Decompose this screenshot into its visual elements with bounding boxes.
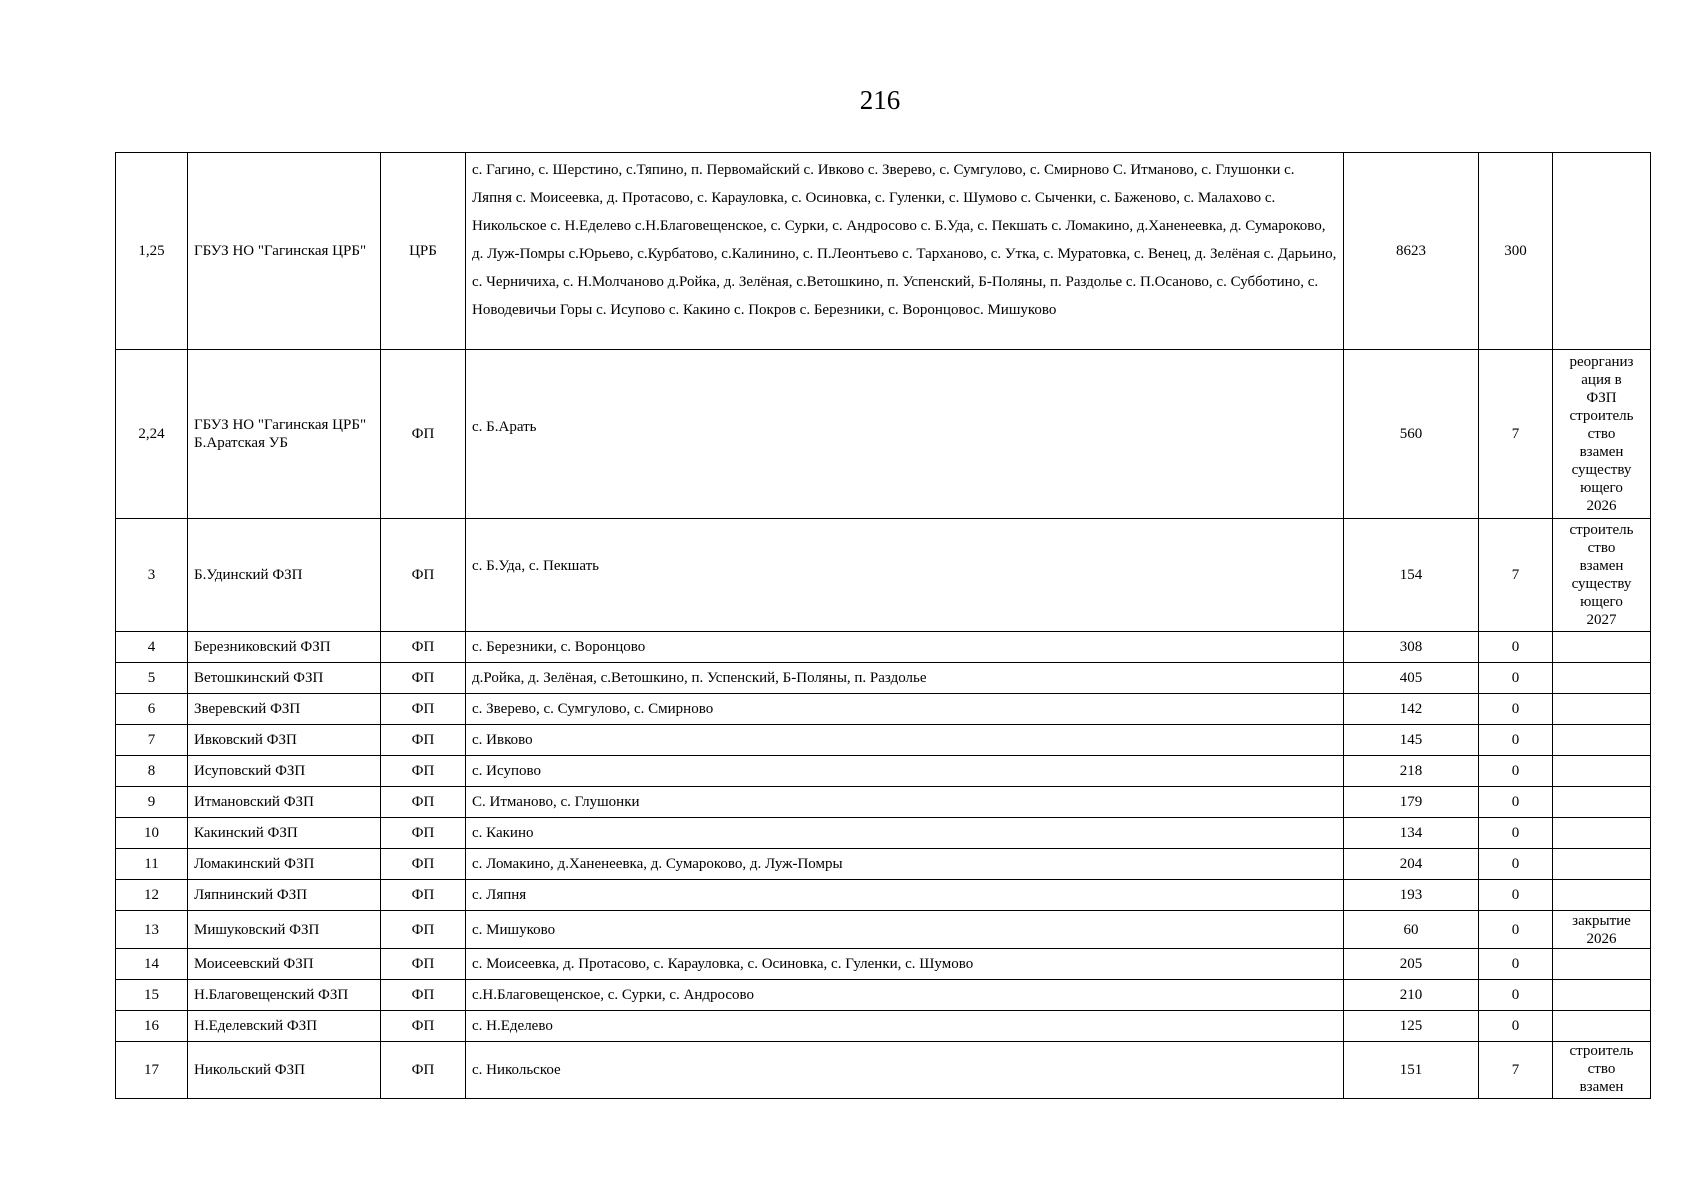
population: 179 <box>1344 787 1479 818</box>
row-number: 2,24 <box>116 350 188 519</box>
table-row <box>116 350 1651 519</box>
row-number: 5 <box>116 663 188 694</box>
facility-name: Ивковский ФЗП <box>188 725 381 756</box>
table-row <box>116 911 1651 949</box>
table-row <box>116 725 1651 756</box>
beds: 0 <box>1479 818 1553 849</box>
facility-type: ФП <box>381 725 466 756</box>
row-number: 12 <box>116 880 188 911</box>
table-row <box>116 787 1651 818</box>
table-row <box>116 818 1651 849</box>
facility-type: ФП <box>381 849 466 880</box>
population: 142 <box>1344 694 1479 725</box>
note <box>1553 787 1651 818</box>
beds: 0 <box>1479 880 1553 911</box>
villages-served: с. Зверево, с. Сумгулово, с. Смирново <box>466 694 1344 725</box>
facility-name: Мишуковский ФЗП <box>188 911 381 949</box>
population: 145 <box>1344 725 1479 756</box>
table-row <box>116 1011 1651 1042</box>
facility-type: ФП <box>381 632 466 663</box>
facility-type: ФП <box>381 1011 466 1042</box>
row-number: 17 <box>116 1042 188 1099</box>
facility-type: ФП <box>381 949 466 980</box>
facility-name: Н.Благовещенский ФЗП <box>188 980 381 1011</box>
facilities-table <box>115 152 1651 1099</box>
row-number: 4 <box>116 632 188 663</box>
facility-name: Исуповский ФЗП <box>188 756 381 787</box>
table-row <box>116 519 1651 632</box>
facility-type: ФП <box>381 818 466 849</box>
population: 405 <box>1344 663 1479 694</box>
facility-name: Моисеевский ФЗП <box>188 949 381 980</box>
table-row <box>116 694 1651 725</box>
beds: 0 <box>1479 787 1553 818</box>
facility-name: Ляпнинский ФЗП <box>188 880 381 911</box>
note <box>1553 818 1651 849</box>
facility-name: Б.Удинский ФЗП <box>188 519 381 632</box>
row-number: 8 <box>116 756 188 787</box>
population: 308 <box>1344 632 1479 663</box>
villages-served: с. Ляпня <box>466 880 1344 911</box>
table-row <box>116 949 1651 980</box>
facility-type: ФП <box>381 350 466 519</box>
table-row <box>116 880 1651 911</box>
beds: 7 <box>1479 350 1553 519</box>
note <box>1553 725 1651 756</box>
note-text: реорганиз ация в ФЗП строитель ство взамен существу ющего 2026 <box>1569 354 1634 514</box>
row-number: 15 <box>116 980 188 1011</box>
beds: 0 <box>1479 849 1553 880</box>
beds: 0 <box>1479 756 1553 787</box>
population: 210 <box>1344 980 1479 1011</box>
facility-type: ФП <box>381 980 466 1011</box>
note-text: строитель ство взамен <box>1569 1043 1634 1095</box>
note <box>1553 350 1651 519</box>
note <box>1553 1011 1651 1042</box>
villages-served: С. Итманово, с. Глушонки <box>466 787 1344 818</box>
table-row <box>116 849 1651 880</box>
villages-served: д.Ройка, д. Зелёная, с.Ветошкино, п. Успенский, Б-Поляны, п. Раздолье <box>466 663 1344 694</box>
facility-type: ФП <box>381 787 466 818</box>
villages-served: с. Исупово <box>466 756 1344 787</box>
population: 205 <box>1344 949 1479 980</box>
facility-type: ФП <box>381 1042 466 1099</box>
note <box>1553 911 1651 949</box>
facility-name: Ломакинский ФЗП <box>188 849 381 880</box>
villages-served: с. Березники, с. Воронцово <box>466 632 1344 663</box>
note <box>1553 756 1651 787</box>
table-row <box>116 632 1651 663</box>
population: 560 <box>1344 350 1479 519</box>
villages-served: с. Н.Еделево <box>466 1011 1344 1042</box>
population: 125 <box>1344 1011 1479 1042</box>
population: 134 <box>1344 818 1479 849</box>
facility-name: Какинский ФЗП <box>188 818 381 849</box>
facility-type: ФП <box>381 663 466 694</box>
row-number: 9 <box>116 787 188 818</box>
population: 193 <box>1344 880 1479 911</box>
facility-type: ФП <box>381 694 466 725</box>
beds: 0 <box>1479 632 1553 663</box>
note <box>1553 694 1651 725</box>
villages-served: с. Б.Арать <box>466 350 1344 519</box>
note <box>1553 849 1651 880</box>
population: 218 <box>1344 756 1479 787</box>
note <box>1553 949 1651 980</box>
table-row <box>116 756 1651 787</box>
row-number: 13 <box>116 911 188 949</box>
facility-name: Зверевский ФЗП <box>188 694 381 725</box>
note <box>1553 880 1651 911</box>
villages-served: с. Б.Уда, с. Пекшать <box>466 519 1344 632</box>
note <box>1553 519 1651 632</box>
villages-served: с. Какино <box>466 818 1344 849</box>
facility-type: ФП <box>381 911 466 949</box>
beds: 0 <box>1479 911 1553 949</box>
population: 60 <box>1344 911 1479 949</box>
beds: 7 <box>1479 1042 1553 1099</box>
row-number: 16 <box>116 1011 188 1042</box>
note <box>1553 980 1651 1011</box>
beds: 0 <box>1479 725 1553 756</box>
row-number: 3 <box>116 519 188 632</box>
page-number: 216 <box>859 85 901 115</box>
beds: 300 <box>1479 153 1553 350</box>
population: 204 <box>1344 849 1479 880</box>
facility-type: ФП <box>381 880 466 911</box>
facility-name: Никольский ФЗП <box>188 1042 381 1099</box>
population: 151 <box>1344 1042 1479 1099</box>
beds: 7 <box>1479 519 1553 632</box>
facility-name: ГБУЗ НО "Гагинская ЦРБ" <box>188 153 381 350</box>
beds: 0 <box>1479 694 1553 725</box>
facility-type: ФП <box>381 756 466 787</box>
beds: 0 <box>1479 1011 1553 1042</box>
beds: 0 <box>1479 949 1553 980</box>
beds: 0 <box>1479 980 1553 1011</box>
row-number: 1,25 <box>116 153 188 350</box>
facility-name: ГБУЗ НО "Гагинская ЦРБ" Б.Аратская УБ <box>188 350 381 519</box>
table-row <box>116 1042 1651 1099</box>
villages-served: с. Гагино, с. Шерстино, с.Тяпино, п. Первомайский с. Ивково с. Зверево, с. Сумгулово, с. Смирново С. Итманово, с. Глушонки с. Ляпня с. Моисеевка, д. Протасово, с. Карауловка, с. Осиновка, с. Гуленки, с. Шумово с. Сыченки, с. Баженово, с. Малахово с. Никольское с. Н.Еделево с.Н.Благовещенское, с. Сурки, с. Андросово с. Б.Уда, с. Пекшать с. Ломакино, д.Ханенеевка, д. Сумароково, д. Луж-Помры с.Юрьево, с.Курбатово, с.Калинино, с. П.Леонтьево с. Тарханово, с. Утка, с. Муратовка, с. Венец, д. Зелёная с. Дарьино, с. Черничиха, с. Н.Молчаново д.Ройка, д. Зелёная, с.Ветошкино, п. Успенский, Б-Поляны, п. Раздолье с. П.Осаново, с. Субботино, с. Новодевичьи Горы с. Исупово с. Какино с. Покров с. Березники, с. Воронцовос. Мишуково <box>466 153 1344 350</box>
population: 154 <box>1344 519 1479 632</box>
note <box>1553 663 1651 694</box>
row-number: 10 <box>116 818 188 849</box>
facility-name: Березниковский ФЗП <box>188 632 381 663</box>
note-text: закрытие 2026 <box>1572 912 1631 947</box>
facility-name: Итмановский ФЗП <box>188 787 381 818</box>
population: 8623 <box>1344 153 1479 350</box>
facility-name: Н.Еделевский ФЗП <box>188 1011 381 1042</box>
table-row <box>116 980 1651 1011</box>
villages-served: с. Никольское <box>466 1042 1344 1099</box>
note <box>1553 1042 1651 1099</box>
villages-served: с. Ломакино, д.Ханенеевка, д. Сумароково, д. Луж-Помры <box>466 849 1344 880</box>
villages-served: с. Моисеевка, д. Протасово, с. Карауловка, с. Осиновка, с. Гуленки, с. Шумово <box>466 949 1344 980</box>
note-clip <box>1559 1042 1644 1098</box>
villages-served: с. Ивково <box>466 725 1344 756</box>
note <box>1553 153 1651 350</box>
villages-served: с. Мишуково <box>466 911 1344 949</box>
row-number: 6 <box>116 694 188 725</box>
table-row <box>116 663 1651 694</box>
row-number: 11 <box>116 849 188 880</box>
beds: 0 <box>1479 663 1553 694</box>
row-number: 7 <box>116 725 188 756</box>
row-number: 14 <box>116 949 188 980</box>
facility-name: Ветошкинский ФЗП <box>188 663 381 694</box>
note-text: строитель ство взамен существу ющего 2027 <box>1569 522 1634 628</box>
villages-served: с.Н.Благовещенское, с. Сурки, с. Андросово <box>466 980 1344 1011</box>
facility-type: ЦРБ <box>381 153 466 350</box>
note <box>1553 632 1651 663</box>
facility-type: ФП <box>381 519 466 632</box>
table-row <box>116 153 1651 350</box>
